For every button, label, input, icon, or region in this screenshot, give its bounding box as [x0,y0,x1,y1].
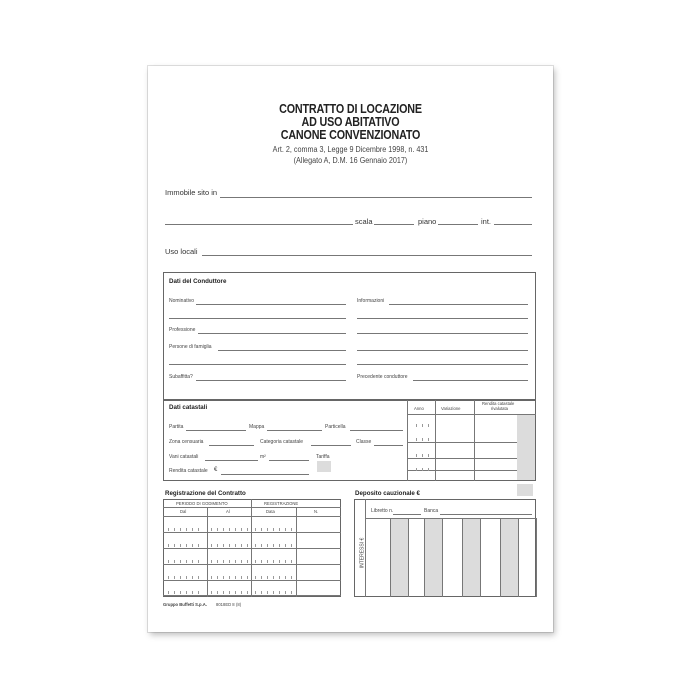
digit-tick [223,560,224,563]
digit-tick [217,591,218,594]
nominativo-field[interactable] [196,304,346,305]
digit-tick [261,560,262,563]
contract-form-sheet [148,66,553,632]
digit-tick [229,544,230,547]
digit-tick [267,576,268,579]
digit-tick [235,591,236,594]
reg-header-line [163,507,341,508]
digit-tick [255,544,256,547]
form-code: 8018ED 8 [216,602,235,607]
digit-tick [198,544,199,547]
digit-tick [255,528,256,531]
digit-tick [247,591,248,594]
persone-label: Persone di famiglia [169,344,212,350]
digit-tick [217,576,218,579]
digit-tick [168,560,169,563]
grid-row-line [407,458,517,459]
vani-field[interactable] [205,460,258,461]
immobile-label: Immobile sito in [165,188,218,197]
digit-tick [174,560,175,563]
digit-tick [168,544,169,547]
subaffitta-field[interactable] [196,380,346,381]
digit-tick [180,528,181,531]
m2-field[interactable] [269,460,309,461]
partita-field[interactable] [186,430,246,431]
digit-tick [279,576,280,579]
digit-tick [279,544,280,547]
digit-tick [186,528,187,531]
categoria-label: Categoria catastale [260,439,304,445]
data-header: Data [266,509,275,514]
deposito-shaded-band [391,519,408,596]
digit-tick [180,560,181,563]
precedente-label: Precedente conduttore [357,374,408,380]
reg-col-divider [296,507,297,597]
digit-tick [285,576,286,579]
categoria-field[interactable] [311,445,351,446]
anno-tick [422,424,423,427]
digit-tick [241,528,242,531]
digit-tick [192,544,193,547]
digit-tick [198,591,199,594]
digit-tick [211,544,212,547]
address-field[interactable] [165,224,353,225]
digit-tick [241,576,242,579]
informazioni-field-5[interactable] [357,364,528,365]
digit-tick [211,576,212,579]
form-title-line3: CANONE CONVENZIONATO [280,128,421,142]
col-divider-2 [474,400,475,481]
particella-field[interactable] [350,430,403,431]
digit-tick [285,544,286,547]
deposito-shaded-box [517,484,533,496]
periodo-header: PERIODO DI GODIMENTO [176,501,228,506]
reg-row-line [163,548,341,549]
digit-tick [291,560,292,563]
grid-row-line [407,442,517,443]
digit-tick [291,544,292,547]
professione-field[interactable] [198,333,346,334]
anno-tick [416,468,417,471]
digit-tick [211,528,212,531]
digit-tick [267,560,268,563]
deposito-col-line [408,518,409,597]
catastali-divider [407,400,408,481]
m2-label: m² [260,454,266,460]
digit-tick [217,544,218,547]
digit-tick [198,560,199,563]
digit-tick [285,528,286,531]
reg-row-line [163,580,341,581]
digit-tick [291,528,292,531]
digit-tick [223,528,224,531]
zona-field[interactable] [209,445,254,446]
anno-tick [422,438,423,441]
interessi-label: INTERESSI € [359,537,366,569]
digit-tick [235,576,236,579]
form-code-suffix: (8) [236,602,242,607]
uso-locali-label: Uso locali [165,247,198,256]
digit-tick [174,591,175,594]
reg-col-divider [207,507,208,597]
particella-label: Particella [325,424,346,430]
digit-tick [285,591,286,594]
informazioni-field-4[interactable] [357,350,528,351]
digit-tick [192,576,193,579]
rendita-euro-sign: € [214,467,218,473]
rendita-field[interactable] [221,474,309,475]
digit-tick [229,528,230,531]
int-field[interactable] [494,224,532,225]
banca-field[interactable] [440,514,532,515]
deposito-shaded-band [425,519,442,596]
digit-tick [235,528,236,531]
reg-row-line [163,564,341,565]
registrazione-col-header: REGISTRAZIONE [264,501,299,506]
digit-tick [255,576,256,579]
digit-tick [192,560,193,563]
form-subtitle-line2: (Allegato A, D.M. 16 Gennaio 2017) [293,156,408,165]
anno-tick [416,424,417,427]
deposito-shaded-band [501,519,518,596]
digit-tick [291,591,292,594]
digit-tick [273,576,274,579]
digit-tick [168,591,169,594]
catastali-section [163,400,536,481]
nominativo-field-2[interactable] [169,318,346,319]
mappa-field[interactable] [267,430,322,431]
digit-tick [255,560,256,563]
deposito-shaded-band [463,519,480,596]
digit-tick [247,560,248,563]
registrazione-header: Registrazione del Contratto [165,490,246,497]
col-rendita-2: rivalutata [491,406,508,411]
col-anno: Anno [414,406,424,411]
digit-tick [279,591,280,594]
digit-tick [273,528,274,531]
digit-tick [223,591,224,594]
immobile-field[interactable] [220,197,532,198]
digit-tick [211,591,212,594]
col-divider-1 [435,400,436,481]
digit-tick [273,544,274,547]
anno-tick [422,468,423,471]
digit-tick [229,560,230,563]
digit-tick [235,560,236,563]
digit-tick [229,591,230,594]
digit-tick [267,544,268,547]
informazioni-field-2[interactable] [357,318,528,319]
precedente-field[interactable] [413,380,528,381]
col-rendita-1: Rendita catastale [482,401,515,406]
form-subtitle-line1: Art. 2, comma 3, Legge 9 Dicembre 1998, n. 431 [272,145,429,154]
informazioni-field[interactable] [389,304,528,305]
digit-tick [168,528,169,531]
digit-tick [186,576,187,579]
tariffa-shaded-box [317,461,331,472]
digit-tick [211,560,212,563]
n-header: N. [314,509,319,514]
grid-row-line [407,470,517,471]
rendita-label: Rendita catastale [169,468,208,474]
digit-tick [255,591,256,594]
partita-label: Partita [169,424,184,430]
digit-tick [186,544,187,547]
reg-row-line [163,532,341,533]
digit-tick [217,528,218,531]
deposito-col-line [536,518,537,597]
form-title-line1: CONTRATTO DI LOCAZIONE [279,102,422,116]
libretto-label: Libretto n. [371,508,394,514]
digit-tick [186,591,187,594]
vani-label: Vani catastali [169,454,199,460]
digit-tick [267,591,268,594]
digit-tick [180,544,181,547]
catastali-header: Dati catastali [169,404,208,411]
digit-tick [273,560,274,563]
professione-label: Professione [169,327,196,333]
mappa-label: Mappa [249,424,265,430]
publisher-label: Gruppo Buffetti S.p.A. [163,602,207,607]
persone-field-2[interactable] [169,364,346,365]
digit-tick [279,560,280,563]
digit-tick [192,591,193,594]
banca-label: Banca [424,508,439,514]
dal-header: Dal [180,509,187,514]
digit-tick [235,544,236,547]
tariffa-label: Tariffa [316,454,330,460]
digit-tick [186,560,187,563]
digit-tick [223,576,224,579]
digit-tick [247,544,248,547]
digit-tick [198,576,199,579]
classe-field[interactable] [374,445,403,446]
digit-tick [241,560,242,563]
informazioni-label: Informazioni [357,298,385,304]
classe-label: Classe [356,439,372,445]
nominativo-label: Nominativo [169,298,195,304]
reg-header-line-2 [163,516,341,517]
form-title-line2: AD USO ABITATIVO [301,115,400,129]
libretto-field[interactable] [393,514,421,515]
anno-tick [428,468,429,471]
digit-tick [247,528,248,531]
piano-field[interactable] [438,224,478,225]
digit-tick [217,560,218,563]
col-variazione: Variazione [441,406,461,411]
digit-tick [174,544,175,547]
digit-tick [261,591,262,594]
digit-tick [180,591,181,594]
digit-tick [241,544,242,547]
int-label: int. [481,217,492,226]
scala-label: scala [355,217,373,226]
scala-field[interactable] [374,224,414,225]
deposito-col-line [480,518,481,597]
digit-tick [198,528,199,531]
digit-tick [285,560,286,563]
deposito-header: Deposito cauzionale € [355,490,420,497]
digit-tick [168,576,169,579]
conduttore-header: Dati del Conduttore [169,278,227,285]
digit-tick [223,544,224,547]
digit-tick [174,528,175,531]
al-header: Al [226,509,230,514]
digit-tick [267,528,268,531]
deposito-col-line [518,518,519,597]
anno-tick [416,454,417,457]
rendita-shaded-column [517,415,535,480]
anno-tick [428,424,429,427]
zona-label: Zona censuaria [169,439,204,445]
digit-tick [247,576,248,579]
digit-tick [273,591,274,594]
piano-label: piano [418,217,437,226]
uso-locali-field[interactable] [202,255,532,256]
persone-field[interactable] [218,350,346,351]
subaffitta-label: Subaffitta? [169,374,193,380]
digit-tick [261,528,262,531]
digit-tick [180,576,181,579]
anno-tick [428,454,429,457]
digit-tick [279,528,280,531]
anno-tick [428,438,429,441]
reg-row-line [163,595,341,596]
digit-tick [291,576,292,579]
digit-tick [229,576,230,579]
digit-tick [174,576,175,579]
digit-tick [261,544,262,547]
digit-tick [261,576,262,579]
informazioni-field-3[interactable] [357,333,528,334]
deposito-col-line [442,518,443,597]
digit-tick [241,591,242,594]
anno-tick [416,438,417,441]
anno-tick [422,454,423,457]
digit-tick [192,528,193,531]
